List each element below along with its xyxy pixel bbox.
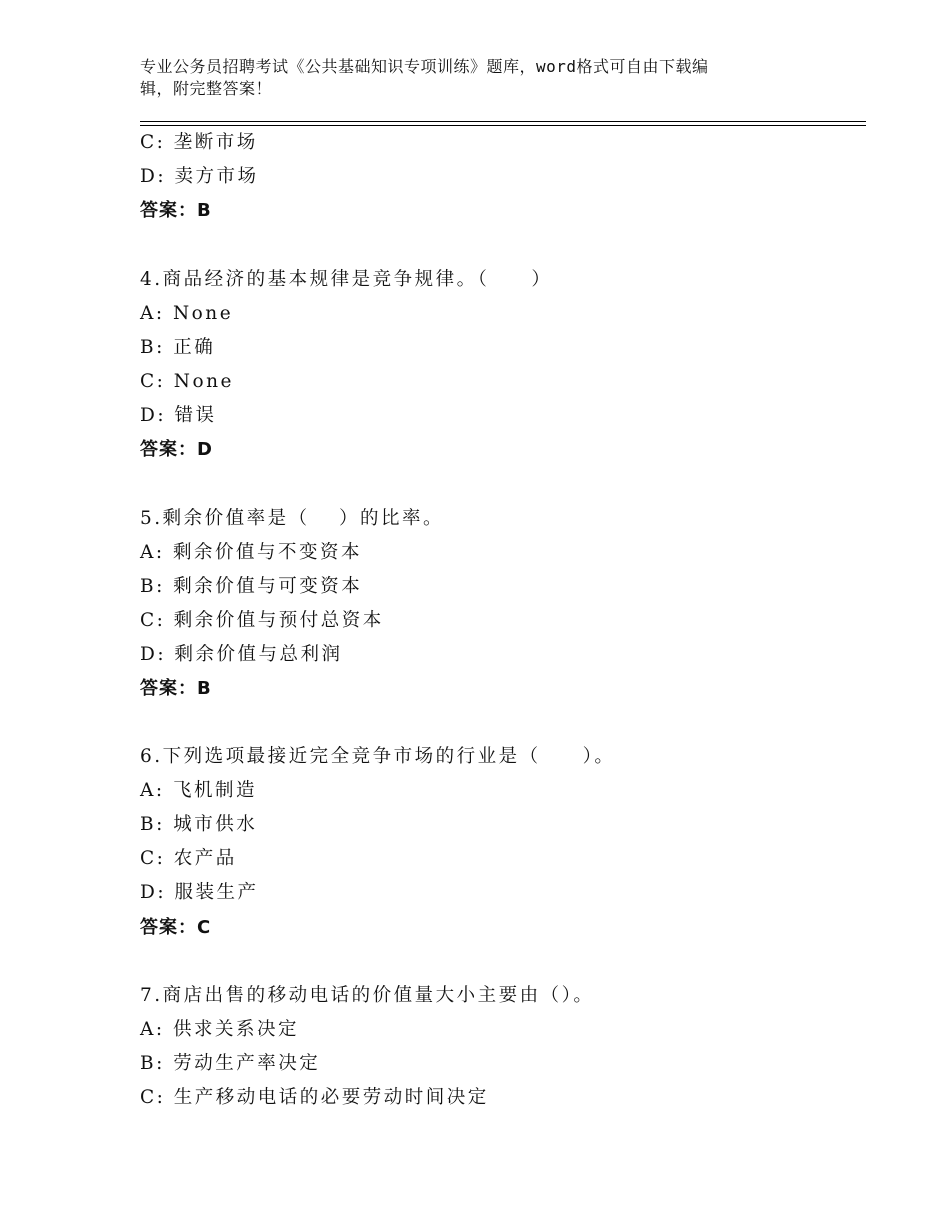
q6-option-c: C: 农产品 <box>140 848 237 869</box>
q3-option-c: C: 垄断市场 <box>140 132 258 153</box>
q4-stem: 4.商品经济的基本规律是竞争规律。（ ） <box>140 269 553 290</box>
q5-option-c: C: 剩余价值与预付总资本 <box>140 610 384 631</box>
header-rule-thin <box>140 121 866 122</box>
document-header <box>140 56 800 100</box>
q4-option-b: B: 正确 <box>140 337 216 358</box>
q5-option-a: A: 剩余价值与不变资本 <box>140 542 362 563</box>
q6-option-d: D: 服装生产 <box>140 882 259 903</box>
header-line-2: 辑，附完整答案！ <box>140 79 273 98</box>
q5-stem: 5.剩余价值率是（ ）的比率。 <box>140 508 445 529</box>
q7-option-a: A: 供求关系决定 <box>140 1019 299 1040</box>
q5-answer: 答案：B <box>140 678 212 699</box>
header-rule-thick <box>140 125 866 126</box>
q7-option-b: B: 劳动生产率决定 <box>140 1053 321 1074</box>
q6-answer: 答案：C <box>140 917 212 938</box>
q4-option-d: D: 错误 <box>140 405 217 426</box>
q3-answer: 答案：B <box>140 200 212 221</box>
q6-option-a: A: 飞机制造 <box>140 780 257 801</box>
header-line-1: 专业公务员招聘考试《公共基础知识专项训练》题库，word格式可自由下载编 <box>140 57 709 76</box>
q5-option-d: D: 剩余价值与总利润 <box>140 644 343 665</box>
q5-option-b: B: 剩余价值与可变资本 <box>140 576 363 597</box>
q7-stem: 7.商店出售的移动电话的价值量大小主要由（）。 <box>140 985 595 1006</box>
q4-option-a: A: None <box>140 303 234 324</box>
q4-answer: 答案：D <box>140 439 213 460</box>
q7-option-c: C: 生产移动电话的必要劳动时间决定 <box>140 1087 489 1108</box>
q6-option-b: B: 城市供水 <box>140 814 258 835</box>
q4-option-c: C: None <box>140 371 234 392</box>
q6-stem: 6.下列选项最接近完全竞争市场的行业是（ ）。 <box>140 746 616 767</box>
q3-option-d: D: 卖方市场 <box>140 166 259 187</box>
